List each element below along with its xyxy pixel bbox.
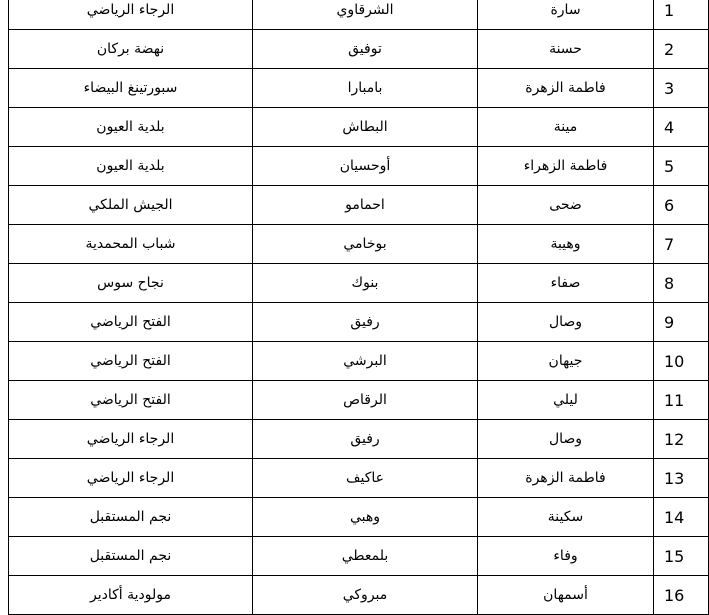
- table-row: [9, 498, 709, 537]
- row-number-cell: 5: [654, 147, 709, 186]
- club-cell: بلدية العيون: [9, 147, 253, 186]
- first-name-cell: ليلي: [478, 381, 654, 420]
- table-row: [9, 420, 709, 459]
- table-row: [9, 264, 709, 303]
- table-row: [9, 186, 709, 225]
- last-name-cell: رفيق: [253, 303, 478, 342]
- first-name-cell: وصال: [478, 303, 654, 342]
- players-table-body: [9, 0, 709, 615]
- row-number-cell: 1: [654, 0, 709, 30]
- row-number-cell: 12: [654, 420, 709, 459]
- club-cell: نجم المستقبل: [9, 537, 253, 576]
- row-number-cell: 4: [654, 108, 709, 147]
- table-row: [9, 30, 709, 69]
- club-cell: سبورتينغ البيضاء: [9, 69, 253, 108]
- last-name-cell: احمامو: [253, 186, 478, 225]
- first-name-cell: وفاء: [478, 537, 654, 576]
- table-row: [9, 147, 709, 186]
- last-name-cell: مبروكي: [253, 576, 478, 615]
- club-cell: شباب المحمدية: [9, 225, 253, 264]
- last-name-cell: الرقاص: [253, 381, 478, 420]
- row-number-cell: 15: [654, 537, 709, 576]
- players-table: [8, 0, 709, 615]
- club-cell: الرجاء الرياضي: [9, 0, 253, 30]
- table-row: [9, 108, 709, 147]
- last-name-cell: بلمعطي: [253, 537, 478, 576]
- last-name-cell: توفيق: [253, 30, 478, 69]
- club-cell: الفتح الرياضي: [9, 303, 253, 342]
- table-row: [9, 576, 709, 615]
- club-cell: الرجاء الرياضي: [9, 420, 253, 459]
- first-name-cell: فاطمة الزهرة: [478, 459, 654, 498]
- club-cell: الفتح الرياضي: [9, 342, 253, 381]
- last-name-cell: البرشي: [253, 342, 478, 381]
- first-name-cell: حسنة: [478, 30, 654, 69]
- table-row: [9, 69, 709, 108]
- last-name-cell: وهبي: [253, 498, 478, 537]
- first-name-cell: مينة: [478, 108, 654, 147]
- table-row: [9, 225, 709, 264]
- table-row: [9, 459, 709, 498]
- row-number-cell: 14: [654, 498, 709, 537]
- first-name-cell: وصال: [478, 420, 654, 459]
- last-name-cell: عاكيف: [253, 459, 478, 498]
- last-name-cell: البطاش: [253, 108, 478, 147]
- first-name-cell: جيهان: [478, 342, 654, 381]
- last-name-cell: الشرقاوي: [253, 0, 478, 30]
- row-number-cell: 7: [654, 225, 709, 264]
- row-number-cell: 10: [654, 342, 709, 381]
- club-cell: مولودية أكادير: [9, 576, 253, 615]
- row-number-cell: 6: [654, 186, 709, 225]
- row-number-cell: 13: [654, 459, 709, 498]
- last-name-cell: بامبارا: [253, 69, 478, 108]
- club-cell: الرجاء الرياضي: [9, 459, 253, 498]
- club-cell: الجيش الملكي: [9, 186, 253, 225]
- first-name-cell: صفاء: [478, 264, 654, 303]
- row-number-cell: 2: [654, 30, 709, 69]
- first-name-cell: فاطمة الزهرة: [478, 69, 654, 108]
- club-cell: نجاح سوس: [9, 264, 253, 303]
- first-name-cell: فاطمة الزهراء: [478, 147, 654, 186]
- row-number-cell: 16: [654, 576, 709, 615]
- first-name-cell: سارة: [478, 0, 654, 30]
- last-name-cell: بوخامي: [253, 225, 478, 264]
- last-name-cell: أوحسيان: [253, 147, 478, 186]
- row-number-cell: 8: [654, 264, 709, 303]
- club-cell: الفتح الرياضي: [9, 381, 253, 420]
- row-number-cell: 3: [654, 69, 709, 108]
- table-row: [9, 381, 709, 420]
- club-cell: بلدية العيون: [9, 108, 253, 147]
- table-row: [9, 537, 709, 576]
- club-cell: نهضة بركان: [9, 30, 253, 69]
- table-row: [9, 303, 709, 342]
- first-name-cell: وهيبة: [478, 225, 654, 264]
- club-cell: نجم المستقبل: [9, 498, 253, 537]
- first-name-cell: سكينة: [478, 498, 654, 537]
- first-name-cell: أسمهان: [478, 576, 654, 615]
- last-name-cell: بنوك: [253, 264, 478, 303]
- last-name-cell: رفيق: [253, 420, 478, 459]
- table-row: [9, 0, 709, 30]
- row-number-cell: 11: [654, 381, 709, 420]
- table-row: [9, 342, 709, 381]
- row-number-cell: 9: [654, 303, 709, 342]
- first-name-cell: ضحى: [478, 186, 654, 225]
